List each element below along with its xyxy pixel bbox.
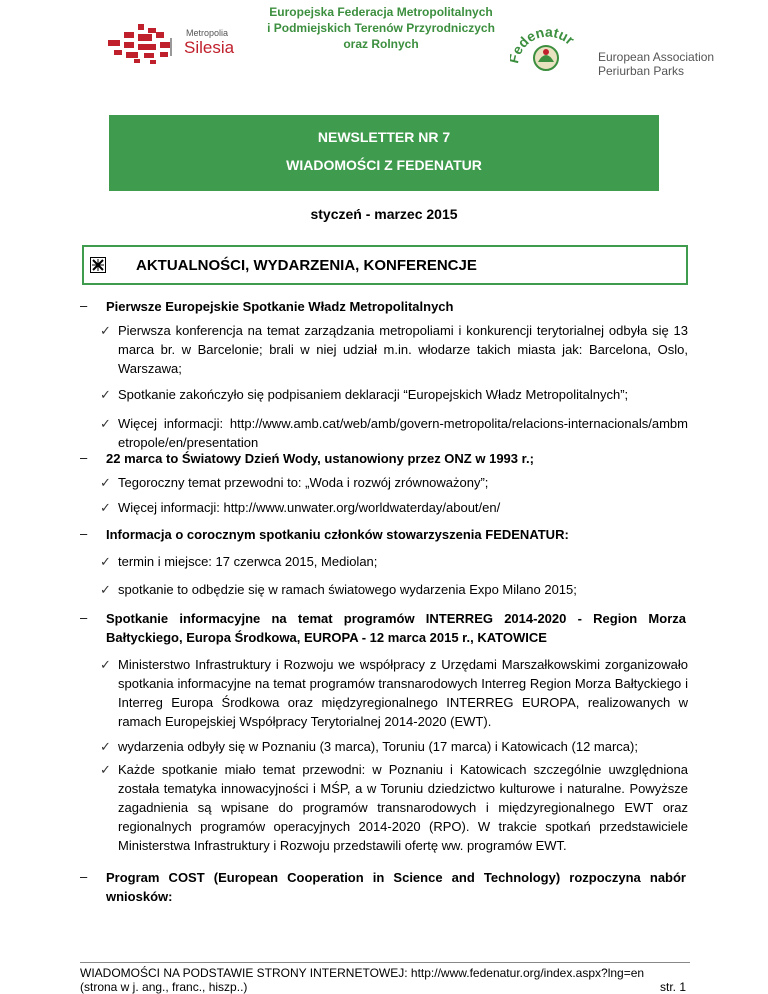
federation-title-line: i Podmiejskich Terenów Przyrodniczych (267, 21, 495, 35)
fedenatur-emblem-icon (510, 12, 582, 82)
check-icon: ✓ (100, 416, 111, 431)
fedenatur-logo-text: edenatur (510, 23, 578, 58)
news-item-title: Pierwsze Europejskie Spotkanie Władz Metropolitalnych (106, 299, 454, 314)
sub-item-text: termin i miejsce: 17 czerwca 2015, Mediolan; (118, 554, 378, 569)
dash-bullet: – (80, 450, 88, 465)
sub-item-text: Więcej informacji: http://www.amb.cat/web/amb/govern-metropolita/relacions-internacionals/ambmetropole/en/presentation (118, 416, 688, 450)
check-icon: ✓ (100, 762, 111, 777)
issue-date: styczeń - marzec 2015 (310, 206, 458, 222)
news-sub-item (100, 760, 688, 855)
dash-bullet: – (80, 869, 88, 884)
sub-item-text: Każde spotkanie miało temat przewodni: w Poznaniu i Katowicach szczególnie uwzględniona została tematyka innowacyjności i MŚP, a w Toruniu dziedzictwo kulturowe i naturalne. Powyższe zagadnienia są wpisane do programów transnarodowych i międzyregionalnego EWT oraz regionalnych programów operacyjnych 2014-2020 (RPO). W trakcie spotkań przedstawiciele Ministerstwa Infrastruktury i Rozwoju przedstawili ofertę ww. programów EWT. (118, 762, 688, 853)
sub-item-text: wydarzenia odbyły się w Poznaniu (3 marca), Toruniu (17 marca) i Katowicach (12 marca); (118, 739, 638, 754)
federation-title (250, 4, 512, 52)
metropolia-silesia-logo (104, 22, 254, 64)
dash-bullet: – (80, 298, 88, 313)
news-item-title: Spotkanie informacyjne na temat programów INTERREG 2014-2020 - Region Morza Bałtyckiego, Europa Środkowa, EUROPA - 12 marca 2015 r., KATOWICE (106, 611, 686, 645)
news-sub-item (100, 385, 688, 404)
federation-title-line: Europejska Federacja Metropolitalnych (269, 5, 493, 19)
sub-item-text: Tegoroczny temat przewodni to: „Woda i rozwój zrównoważony”; (118, 475, 489, 490)
sub-item-text: Pierwsza konferencja na temat zarządzania metropoliami i konkurencji terytorialnej odbyła się 13 marca br. w Barcelonie; brali w niej udział m.in. włodarze takich miasta jak: Barcelona, Oslo, Warszawa; (118, 323, 688, 376)
ea-line: Periurban Parks (598, 64, 685, 78)
checkbox-cross-icon (90, 257, 106, 273)
news-sub-item (100, 414, 688, 452)
news-sub-item (100, 737, 688, 756)
news-sub-item (100, 498, 688, 517)
footer-languages: (strona w j. ang., franc., hiszp..) (80, 980, 248, 994)
dash-bullet: – (80, 526, 88, 541)
news-sub-item (100, 552, 688, 571)
footer-source: WIADOMOŚCI NA PODSTAWIE STRONY INTERNETOWEJ: http://www.fedenatur.org/index.aspx?lng=en (80, 966, 645, 980)
ea-line: European Association (598, 50, 715, 64)
footer-divider (80, 962, 690, 963)
newsletter-banner (109, 115, 659, 191)
european-association-text (598, 50, 714, 78)
news-sub-item (100, 321, 688, 378)
page-number: str. 1 (659, 980, 686, 994)
news-sub-item (100, 655, 688, 731)
federation-title-line: oraz Rolnych (343, 37, 419, 51)
news-sub-item (100, 473, 688, 492)
check-icon: ✓ (100, 554, 111, 569)
sub-item-text: spotkanie to odbędzie się w ramach światowego wydarzenia Expo Milano 2015; (118, 582, 577, 597)
check-icon: ✓ (100, 323, 111, 338)
section-heading: AKTUALNOŚCI, WYDARZENIA, KONFERENCJE (136, 257, 477, 274)
news-item-title: Program COST (European Cooperation in Science and Technology) rozpoczyna nabór wniosków: (106, 870, 686, 904)
section-heading-box (82, 245, 688, 285)
check-icon: ✓ (100, 387, 111, 402)
fedenatur-logo (510, 12, 582, 82)
sub-item-text: Więcej informacji: http://www.unwater.org/worldwaterday/about/en/ (118, 500, 501, 515)
check-icon: ✓ (100, 500, 111, 515)
silesia-label: Silesia (184, 38, 235, 57)
check-icon: ✓ (100, 739, 111, 754)
dash-bullet: – (80, 610, 88, 625)
sub-item-text: Ministerstwo Infrastruktury i Rozwoju we współpracy z Urzędami Marszałkowskimi zorganizowało spotkania informacyjne na temat programów transnarodowych Interreg Region Morza Bałtyckiego i Interreg Europa Środkowa oraz międzyregionalnego INTERREG EUROPA, realizowanych w ramach Europejskiej Współpracy Terytorialnej 2014-2020 (EWT). (118, 657, 688, 729)
banner-subtitle: WIADOMOŚCI Z FEDENATUR (286, 157, 482, 173)
news-item-title: 22 marca to Światowy Dzień Wody, ustanowiony przez ONZ w 1993 r.; (106, 451, 534, 466)
metropolia-label: Metropolia (186, 28, 229, 38)
check-icon: ✓ (100, 657, 111, 672)
news-item-title: Informacja o corocznym spotkaniu członków stowarzyszenia FEDENATUR: (106, 527, 569, 542)
check-icon: ✓ (100, 475, 111, 490)
banner-title: NEWSLETTER NR 7 (317, 129, 451, 145)
metropolia-pixel-mark-icon (104, 22, 184, 64)
check-icon: ✓ (100, 582, 111, 597)
news-sub-item (100, 580, 688, 599)
sub-item-text: Spotkanie zakończyło się podpisaniem deklaracji “Europejskich Władz Metropolitalnych”; (118, 387, 629, 402)
